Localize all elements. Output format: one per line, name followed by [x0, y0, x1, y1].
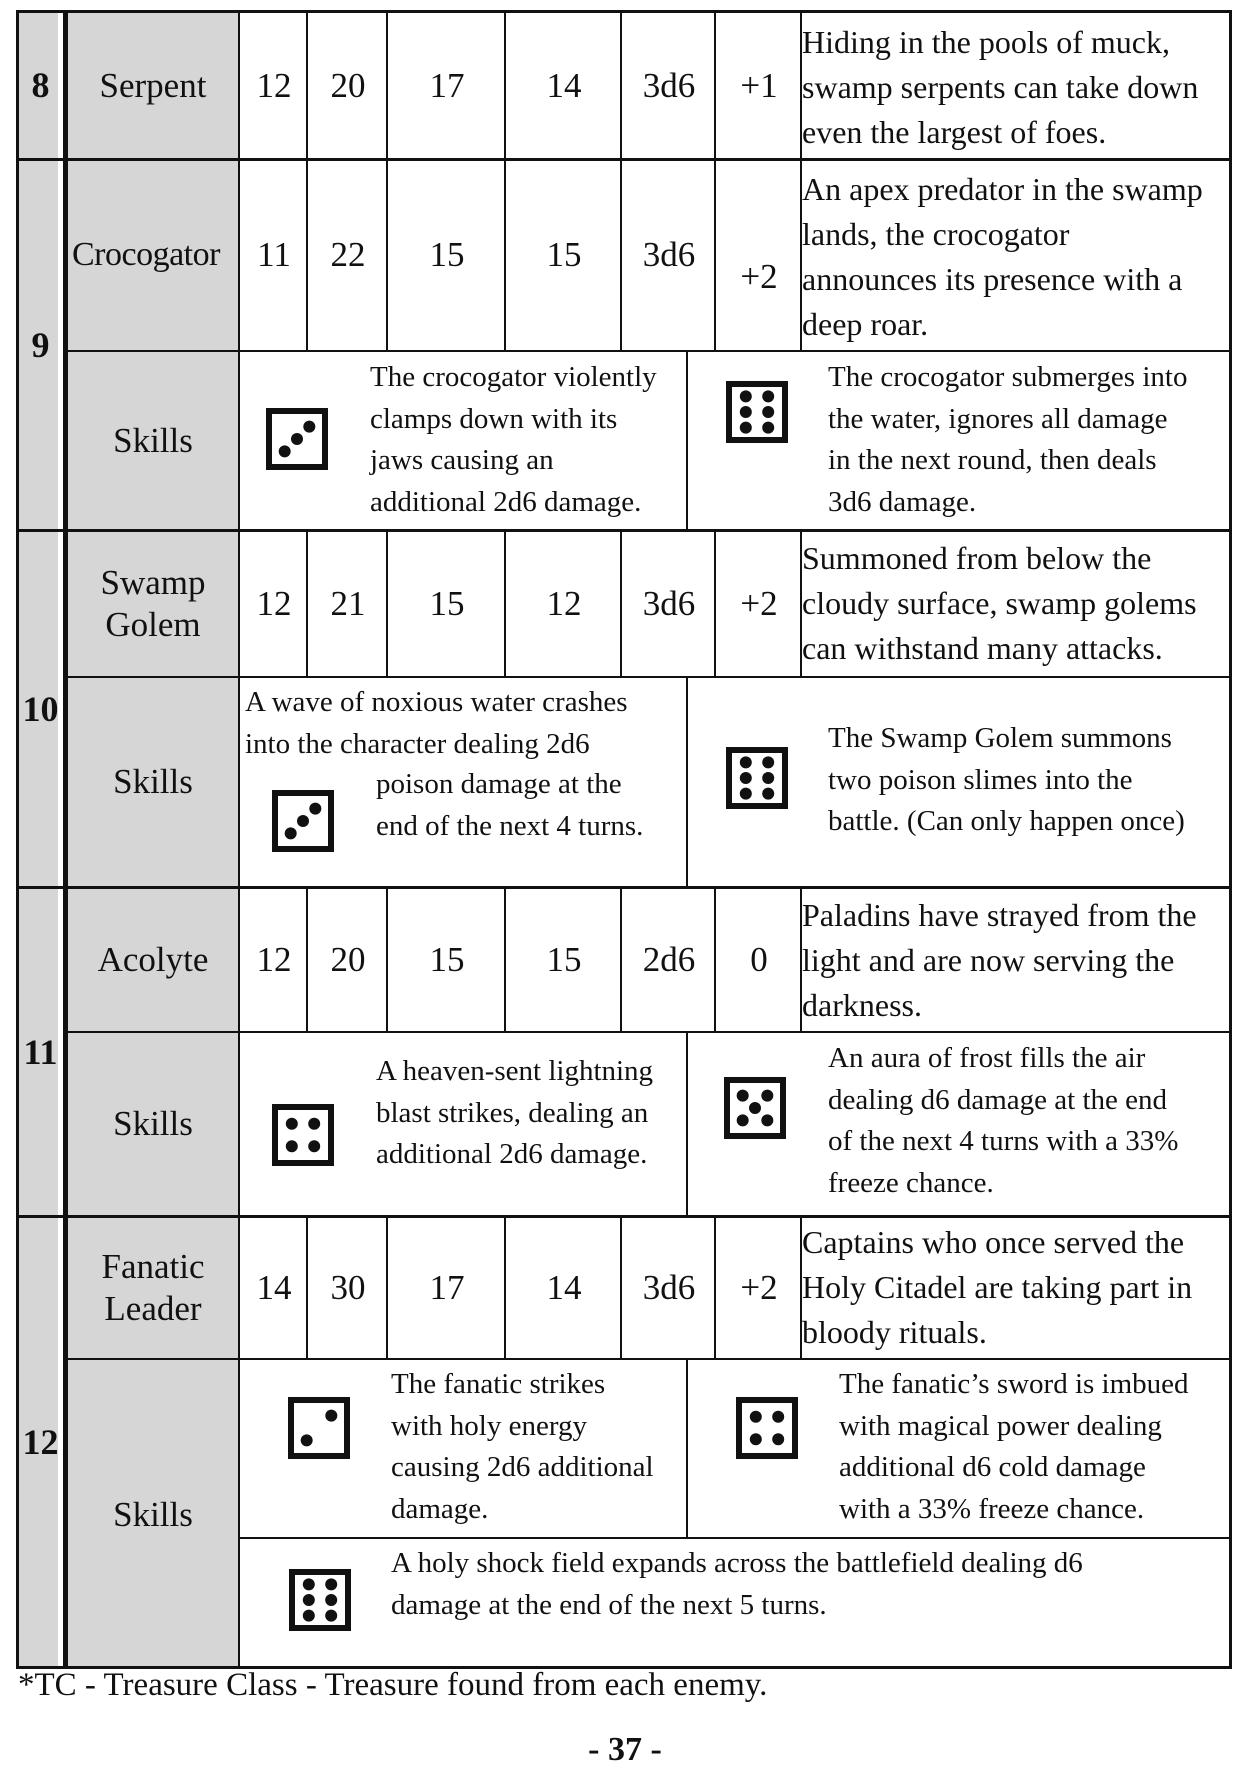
stat-cell: 11: [257, 235, 291, 275]
stat-cell: +2: [740, 1267, 778, 1307]
stat-cell: 14: [256, 1267, 292, 1307]
enemy-description: [802, 893, 1232, 1029]
skill-text: An aura of frost fills the air dealing d6 damage at the end of the next 4 turns with a 33% freeze chance.: [828, 1042, 1179, 1199]
stat-cell: 17: [429, 1267, 465, 1307]
enemy-name: Acolyte: [97, 939, 209, 979]
stat-cell: 14: [546, 1267, 582, 1307]
skills-label: Skills: [113, 421, 193, 461]
enemy-description: [802, 1220, 1232, 1356]
description-line: darkness.: [802, 987, 922, 1023]
stat-cell: 22: [330, 235, 366, 275]
stat-cell: 0: [750, 939, 768, 979]
stat-cell: 12: [256, 65, 292, 105]
skill-text: The crocogator violently clamps down with its jaws causing an additional 2d6 damage.: [370, 361, 657, 518]
die-four-icon: [272, 1104, 334, 1171]
description-line: Paladins have strayed from the: [802, 897, 1197, 933]
page-number: - 37 -: [588, 1731, 662, 1768]
skill-text: A wave of noxious water crashes into the character dealing 2d6: [245, 686, 628, 760]
skills-label-text: Skills: [113, 1495, 193, 1535]
row-number: 12: [22, 1421, 59, 1462]
stat-cell: 15: [429, 583, 465, 623]
description-line: light and are now serving the: [802, 942, 1175, 978]
skill-text: The crocogator submerges into the water, ignores all damage in the next round, then deals 3d6 damage.: [828, 361, 1188, 518]
stat-cell: 21: [330, 583, 366, 623]
row-number: 11: [23, 1031, 58, 1072]
stat-cell: 30: [330, 1267, 366, 1307]
footnote: *TC - Treasure Class - Treasure found from each enemy.: [18, 1667, 768, 1703]
stat-cell: 3d6: [642, 583, 696, 623]
row-number: 8: [31, 65, 50, 106]
stat-cell: 20: [330, 65, 366, 105]
die-six-icon: [726, 381, 788, 448]
die-five-icon: [724, 1077, 786, 1144]
skills-label: Skills: [113, 1104, 193, 1144]
enemy-name: Fanatic Leader: [101, 1247, 205, 1328]
description-line: Holy Citadel are taking part in: [802, 1269, 1193, 1305]
die-four-icon: [736, 1397, 798, 1464]
description-line: An apex predator in the swamp: [802, 171, 1203, 207]
die-three-icon: [266, 408, 328, 475]
description-line: lands, the crocogator: [802, 216, 1070, 252]
skill-text: The fanatic’s sword is imbued with magical power dealing additional d6 cold damage with a 33% freeze chance.: [839, 1368, 1189, 1525]
stat-cell: 15: [546, 939, 582, 979]
stat-cell: 3d6: [642, 235, 696, 275]
description-line: can withstand many attacks.: [802, 630, 1163, 666]
stat-cell: 15: [429, 939, 465, 979]
stat-cell: 12: [256, 939, 292, 979]
description-line: announces its presence with a: [802, 261, 1183, 297]
skill-text: A holy shock field expands across the battlefield dealing d6 damage at the end of the next 5 turns.: [391, 1547, 1083, 1621]
description-line: even the largest of foes.: [802, 114, 1107, 150]
stat-cell: 12: [256, 583, 292, 623]
enemy-name: Serpent: [99, 65, 207, 105]
stat-cell: 15: [546, 235, 582, 275]
description-line: cloudy surface, swamp golems: [802, 585, 1197, 621]
stat-cell: +1: [740, 65, 778, 105]
enemy-description: [802, 536, 1232, 674]
row-number: 9: [31, 324, 50, 365]
stat-cell: 17: [429, 65, 465, 105]
description-line: Summoned from below the: [802, 540, 1152, 576]
description-line: Captains who once served the: [802, 1224, 1185, 1260]
description-line: Hiding in the pools of muck,: [802, 24, 1170, 60]
die-six-icon: [726, 747, 788, 814]
enemy-description: [802, 20, 1232, 150]
stat-cell: 20: [330, 939, 366, 979]
description-line: swamp serpents can take down: [802, 69, 1199, 105]
skill-text: A heaven-sent lightning blast strikes, dealing an additional 2d6 damage.: [376, 1055, 654, 1170]
stat-cell: 14: [546, 65, 582, 105]
stat-cell: 3d6: [642, 65, 696, 105]
stat-cell: 12: [546, 583, 582, 623]
die-three-icon: [272, 790, 334, 857]
die-six-icon: [289, 1569, 351, 1636]
row-number: 10: [22, 688, 59, 729]
skill-text: The fanatic strikes with holy energy causing 2d6 additional damage.: [391, 1368, 654, 1525]
stat-cell: 2d6: [642, 939, 696, 979]
skill-text: The Swamp Golem summons two poison slimes into the battle. (Can only happen once): [828, 722, 1185, 837]
stat-cell: +2: [740, 257, 778, 297]
enemy-description: [802, 167, 1232, 345]
stat-cell: +2: [740, 583, 778, 623]
skill-text: poison damage at the end of the next 4 turns.: [376, 768, 644, 842]
stat-cell: 3d6: [642, 1267, 696, 1307]
description-line: bloody rituals.: [802, 1314, 987, 1350]
die-two-icon: [288, 1397, 350, 1464]
skills-label: Skills: [113, 762, 193, 802]
description-line: deep roar.: [802, 306, 929, 342]
enemy-name: Swamp Golem: [100, 563, 206, 644]
enemy-name: Crocogator: [72, 235, 220, 273]
stat-cell: 15: [429, 235, 465, 275]
